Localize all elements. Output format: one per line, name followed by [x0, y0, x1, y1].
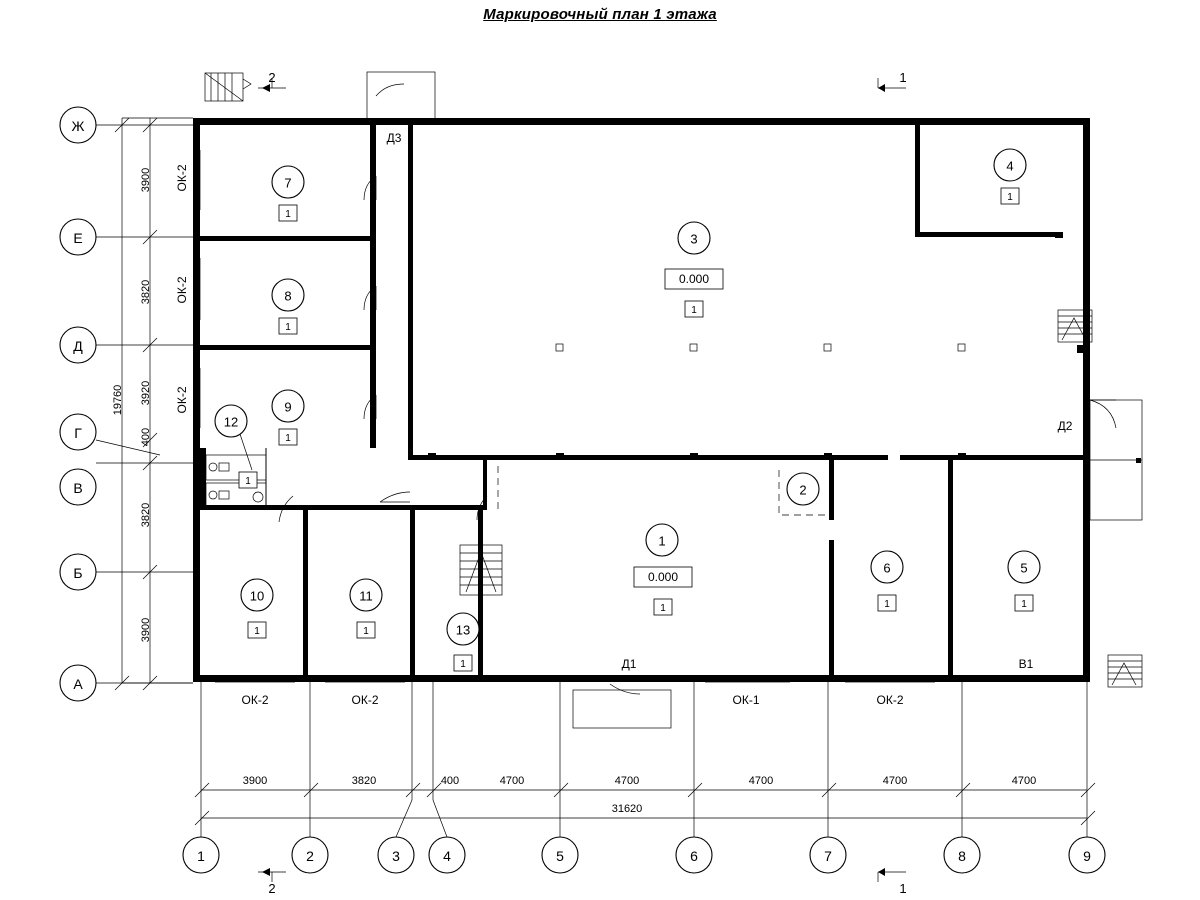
dimension-h-2: 3820: [351, 775, 377, 787]
finish-value: 1: [460, 659, 466, 670]
finish-value: 1: [884, 599, 890, 610]
room-number: 12: [223, 414, 239, 430]
finish-value: 1: [363, 626, 369, 637]
section-label-1-bottom: 1: [899, 881, 907, 896]
dimension-chain-horizontal: [195, 775, 1095, 825]
overall-width: 31620: [611, 803, 643, 815]
dimension-h-1: 3900: [242, 775, 268, 787]
axis-label: Д: [73, 338, 83, 354]
axis-label: 5: [556, 848, 564, 864]
axis-label: 7: [824, 848, 832, 864]
axis-label: Г: [74, 425, 82, 441]
window-label-left-3: ОК-2: [175, 386, 189, 414]
finish-value: 1: [245, 476, 251, 487]
dimension-h-3: 400: [440, 775, 460, 787]
room-number: 6: [883, 560, 891, 576]
room-number: 2: [799, 482, 807, 498]
room-number: 8: [284, 288, 292, 304]
level-value: 0.000: [678, 272, 710, 286]
axis-label: 8: [958, 848, 966, 864]
room-number: 7: [284, 175, 292, 191]
room-number: 9: [284, 399, 292, 415]
finish-value: 1: [285, 322, 291, 333]
axis-label: А: [73, 676, 83, 692]
axis-label: 2: [306, 848, 314, 864]
dimension-v-1: 3900: [140, 167, 152, 193]
window-label-bottom-3: ОК-1: [732, 693, 760, 707]
interior-walls: [200, 118, 1090, 675]
overall-height: 19760: [112, 384, 124, 416]
room-number: 5: [1020, 560, 1028, 576]
dimension-v-5: 3820: [140, 502, 152, 528]
level-value: 0.000: [647, 570, 679, 584]
page-title: Маркировочный план 1 этажа: [483, 6, 717, 23]
finish-value: 1: [1007, 192, 1013, 203]
door-swings: [279, 84, 1116, 694]
door-label-v1: В1: [1018, 657, 1034, 671]
opening-labels: [175, 131, 1073, 707]
dimension-h-7: 4700: [882, 775, 908, 787]
window-label-bottom-2: ОК-2: [351, 693, 379, 707]
dimension-h-5: 4700: [614, 775, 640, 787]
building-walls: [193, 118, 1090, 682]
door-label-d2: Д2: [1057, 419, 1073, 433]
door-label-d3: Д3: [386, 131, 402, 145]
finish-value: 1: [691, 305, 697, 316]
axis-label: Ж: [71, 118, 85, 134]
axis-label: Б: [73, 565, 83, 581]
section-label-2-top: 2: [268, 70, 276, 85]
axis-label: 3: [392, 848, 400, 864]
dimension-v-6: 3900: [140, 617, 152, 643]
room-number: 11: [359, 588, 373, 604]
room-number: 13: [455, 622, 471, 638]
finish-value: 1: [1021, 599, 1027, 610]
window-label-bottom-4: ОК-2: [876, 693, 904, 707]
dimension-v-3: 3920: [140, 380, 152, 406]
axis-bubbles-horizontal: [183, 682, 1105, 873]
dimension-h-4: 4700: [499, 775, 525, 787]
window-label-left-1: ОК-2: [175, 164, 189, 192]
section-label-1-top: 1: [899, 70, 907, 85]
finish-value: 1: [285, 433, 291, 444]
axis-label: 6: [690, 848, 698, 864]
room-number: 4: [1006, 158, 1014, 174]
window-label-bottom-1: ОК-2: [241, 693, 269, 707]
window-label-left-2: ОК-2: [175, 276, 189, 304]
door-label-d1: Д1: [621, 657, 637, 671]
dimension-v-2: 3820: [140, 279, 152, 305]
axis-label: 9: [1083, 848, 1091, 864]
dimension-v-4: 400: [140, 427, 152, 447]
finish-value: 1: [254, 626, 260, 637]
section-label-2-bottom: 2: [268, 881, 276, 896]
axis-label: 4: [443, 848, 451, 864]
axis-label: В: [73, 480, 83, 496]
finish-value: 1: [285, 209, 291, 220]
axis-label: 1: [197, 848, 205, 864]
dimension-h-8: 4700: [1011, 775, 1037, 787]
axis-bubbles-vertical: [60, 107, 193, 701]
finish-value: 1: [660, 603, 666, 614]
axis-label: Е: [73, 230, 83, 246]
room-number: 3: [690, 231, 698, 247]
room-number: 10: [249, 588, 265, 604]
window-openings: [200, 150, 935, 682]
room-number: 1: [658, 533, 666, 549]
dimension-h-6: 4700: [748, 775, 774, 787]
